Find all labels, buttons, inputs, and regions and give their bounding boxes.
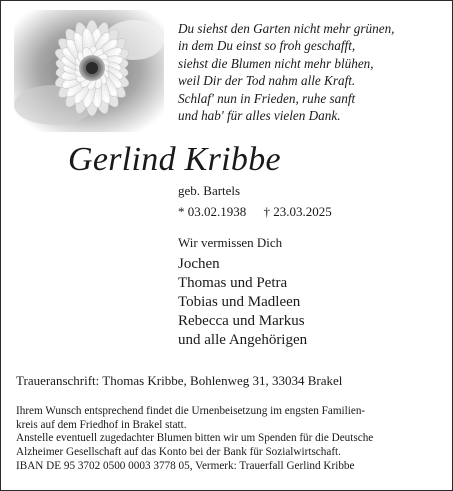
notice-line: Alzheimer Gesellschaft auf das Konto bei der Bank für Sozialwirtschaft. — [16, 446, 341, 459]
mourner-name: Thomas und Petra — [178, 275, 288, 291]
life-dates — [178, 204, 332, 220]
mourning-address: Traueranschrift: Thomas Kribbe, Bohlenweg 31, 33034 Brakel — [16, 373, 343, 388]
notice-line: IBAN DE 95 3702 0500 0003 3778 05, Vermerk: Trauerfall Gerlind Kribbe — [16, 459, 355, 472]
mourning-intro: Wir vermissen Dich — [178, 235, 283, 250]
mourners-list — [178, 255, 307, 350]
notice-line: Anstelle eventuell zugedachter Blumen bitten wir um Spenden für die Deutsche — [16, 432, 374, 445]
poem-line: und hab' für alles vielen Dank. — [178, 108, 341, 124]
death-date: † 23.03.2025 — [263, 204, 332, 219]
notice-line: Ihrem Wunsch entsprechend findet die Urnenbeisetzung im engsten Familien- — [16, 405, 366, 417]
mourner-name: und alle Angehörigen — [178, 332, 308, 348]
mourner-name: Jochen — [178, 256, 220, 272]
poem-line: weil Dir der Tod nahm alle Kraft. — [178, 73, 356, 89]
poem — [178, 20, 448, 124]
poem-line: Schlaf' nun in Frieden, ruhe sanft — [178, 90, 356, 106]
funeral-notice — [16, 405, 441, 474]
mourner-name: Tobias und Madleen — [178, 294, 301, 310]
poem-line: Du siehst den Garten nicht mehr grünen, — [178, 21, 395, 36]
poem-line: siehst die Blumen nicht mehr blühen, — [178, 55, 374, 71]
poem-line: in dem Du einst so froh geschafft, — [178, 38, 356, 54]
birth-date: * 03.02.1938 — [178, 204, 247, 219]
notice-line: kreis auf dem Friedhof in Brakel statt. — [16, 418, 187, 431]
mourner-name: Rebecca und Markus — [178, 313, 305, 329]
gerbera-flower-icon — [14, 10, 164, 132]
deceased-name: Gerlind Kribbe — [68, 141, 281, 178]
birth-name: geb. Bartels — [178, 183, 241, 198]
